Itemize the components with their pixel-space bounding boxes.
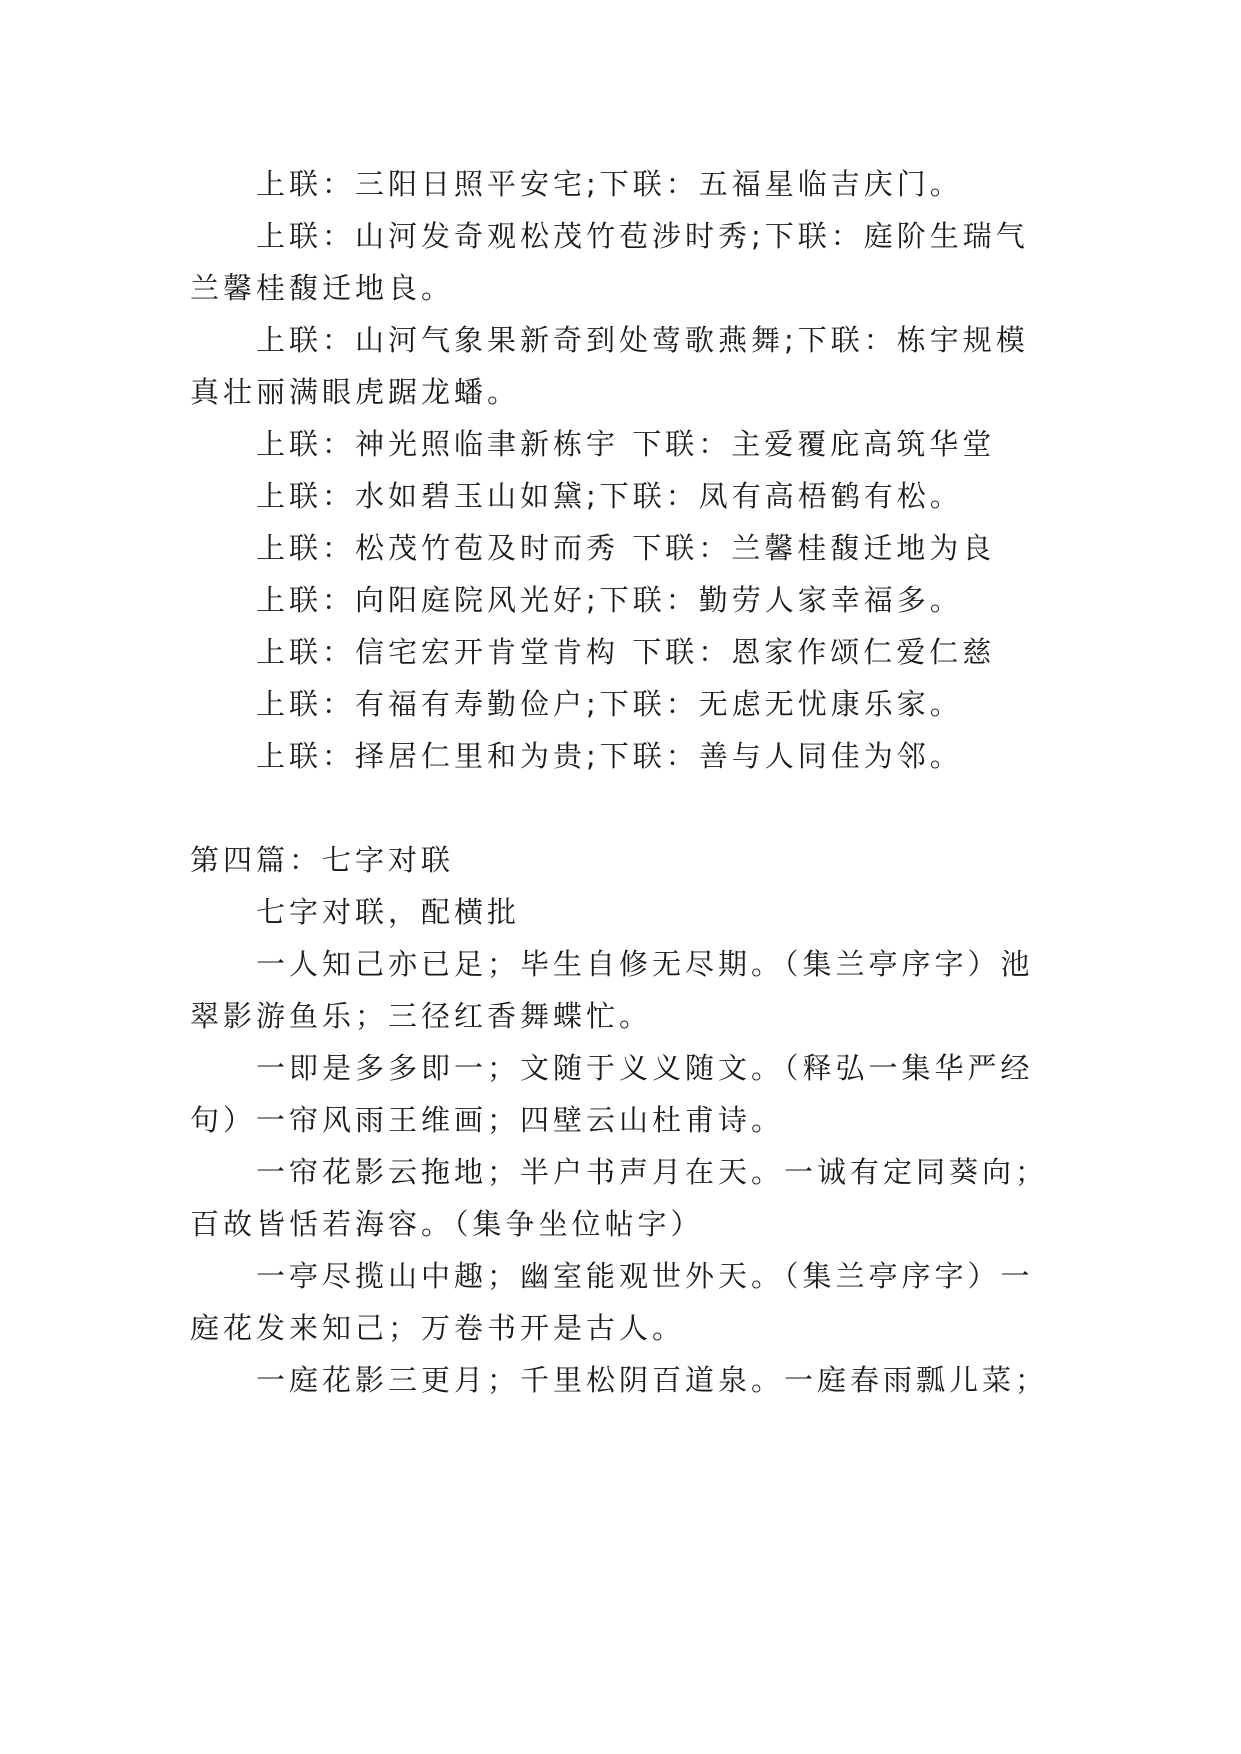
paragraph: 七字对联，配横批: [256, 895, 521, 929]
paragraph: 上联：水如碧玉山如黛;下联：凤有高梧鹤有松。: [256, 479, 963, 513]
paragraph: 一帘花影云拖地；半户书声月在天。一诚有定同葵向；百故皆恬若海容。（集争坐位帖字）: [190, 1155, 1049, 1241]
paragraph: 一庭花影三更月；千里松阴百道泉。一庭春雨瓢儿菜；: [256, 1363, 1049, 1397]
section-title: 第四篇：七字对联: [190, 843, 455, 877]
paragraph: 上联：信宅宏开肯堂肯构 下联：恩家作颂仁爱仁慈: [256, 635, 996, 669]
paragraph: 上联：松茂竹苞及时而秀 下联：兰馨桂馥迁地为良: [256, 531, 996, 565]
paragraph: 一人知己亦已足；毕生自修无尽期。（集兰亭序字）池翠影游鱼乐；三径红香舞蝶忙。: [190, 947, 1034, 1033]
paragraph: 上联：有福有寿勤俭户;下联：无虑无忧康乐家。: [256, 687, 963, 721]
paragraph: 上联：神光照临聿新栋宇 下联：主爱覆庇高筑华堂: [256, 427, 996, 461]
paragraph: 一亭尽揽山中趣；幽室能观世外天。（集兰亭序字）一庭花发来知己；万卷书开是古人。: [190, 1259, 1034, 1345]
paragraph: 一即是多多即一；文随于义义随文。（释弘一集华严经句）一帘风雨王维画；四壁云山杜甫诗。: [190, 1051, 1034, 1137]
paragraph: 上联：山河气象果新奇到处莺歌燕舞;下联：栋宇规模真壮丽满眼虎踞龙蟠。: [190, 323, 1029, 409]
paragraph: 上联：择居仁里和为贵;下联：善与人同佳为邻。: [256, 739, 963, 773]
document-body: [190, 158, 1050, 1406]
paragraph: 上联：向阳庭院风光好;下联：勤劳人家幸福多。: [256, 583, 963, 617]
paragraph: 上联：山河发奇观松茂竹苞涉时秀;下联：庭阶生瑞气兰馨桂馥迁地良。: [190, 219, 1029, 305]
paragraph: 上联：三阳日照平安宅;下联：五福星临吉庆门。: [256, 167, 963, 201]
